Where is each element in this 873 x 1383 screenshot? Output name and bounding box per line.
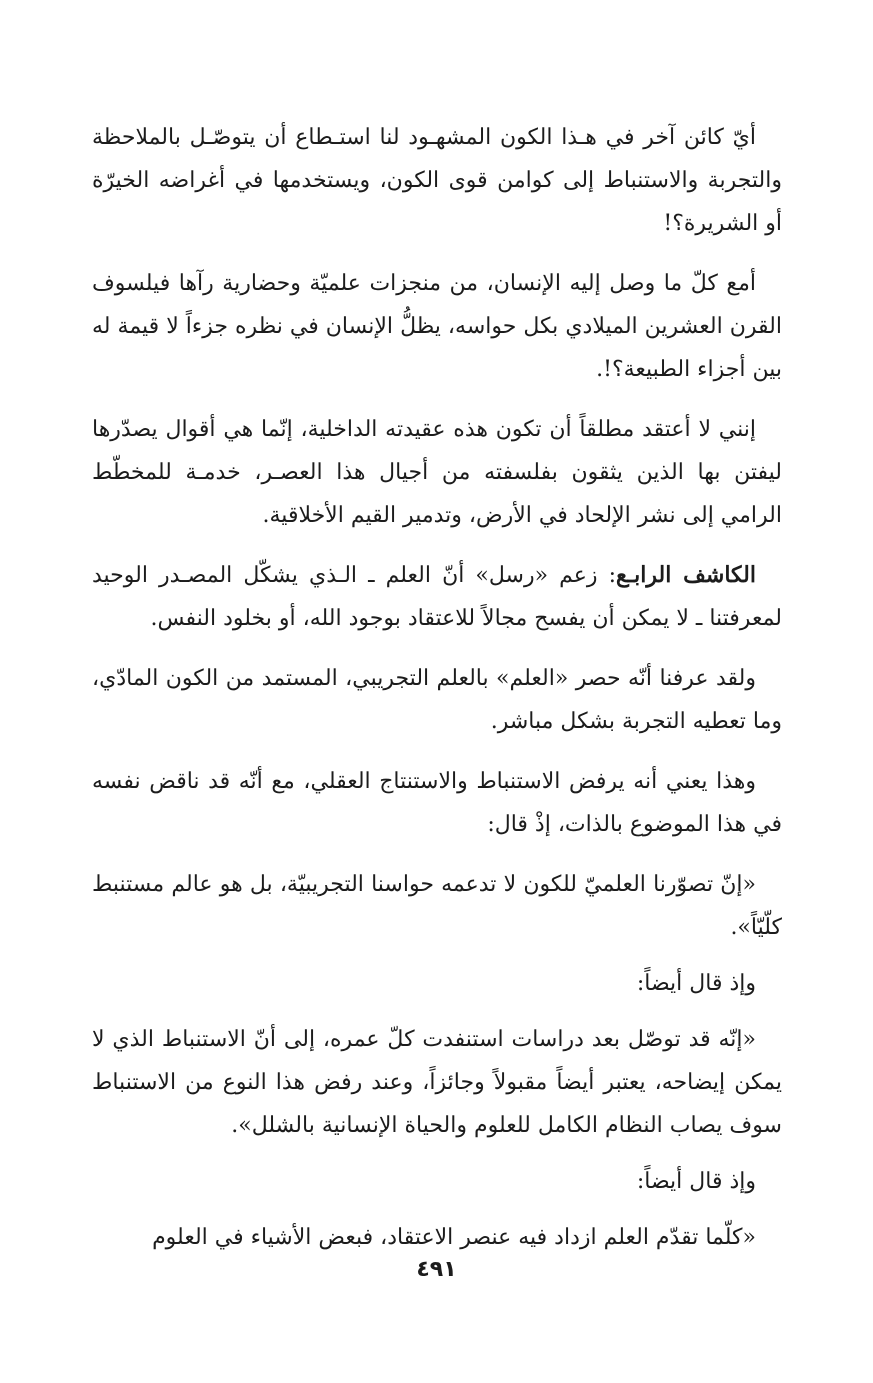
paragraph-4-text: : زعم «رسل» أنّ العلم ـ الـذي يشكّل المصـدر الوحيد لمعرفتنا ـ لا يمكن أن يفسح مجالاً للاعتقاد بوجود الله، أو بخلود النفس. <box>92 563 782 631</box>
paragraph-2: أمع كلّ ما وصل إليه الإنسان، من منجزات علميّة وحضارية رآها فيلسوف القرن العشرين الميلادي بكل حواسه، يظلُّ الإنسان في نظره جزءاً لا قيمة له بين أجزاء الطبيعة؟!. <box>92 271 782 382</box>
paragraph-7-quote: «إنّ تصوّرنا العلميّ للكون لا تدعمه حواسنا التجريبيّة، بل هو عالم مستنبط كلّيّاً». <box>92 872 782 940</box>
paragraph-1: أيّ كائن آخر في هـذا الكون المشهـود لنا استـطاع أن يتوصّـل بالملاحظة والتجربة والاستنباط إلى كوامن قوى الكون، ويستخدمها في أغراضه الخيرّة أو الشريرة؟! <box>92 125 782 236</box>
paragraph-8: وإذ قال أيضاً: <box>636 971 756 996</box>
paragraph-9-quote: «إنّه قد توصّل بعد دراسات استنفدت كلّ عمره، إلى أنّ الاستنباط الذي لا يمكن إيضاحه، يعتبر أيضاً مقبولاً وجائزاً، وعند رفض هذا النوع من الاستنباط سوف يصاب النظام الكامل للعلوم والحياة الإنسانية بالشلل». <box>92 1027 782 1138</box>
paragraph-3: إنني لا أعتقد مطلقاً أن تكون هذه عقيدته الداخلية، إنّما هي أقوال يصدّرها ليفتن بها الذين يثقون بفلسفته من أجيال هذا العصـر، خدمـة للمخطّط الرامي إلى نشر الإلحاد في الأرض، وتدمير القيم الأخلاقية. <box>92 417 782 528</box>
paragraph-4-lead: الكاشف الرابـع <box>616 562 756 588</box>
page-number: ٤٩١ <box>416 1257 457 1282</box>
page-body <box>92 116 782 1276</box>
paragraph-5: ولقد عرفنا أنّه حصر «العلم» بالعلم التجريبي، المستمد من الكون المادّي، وما تعطيه التجربة بشكل مباشر. <box>92 666 782 734</box>
paragraph-11-quote: «كلّما تقدّم العلم ازداد فيه عنصر الاعتقاد، فبعض الأشياء في العلوم <box>152 1225 756 1250</box>
paragraph-10: وإذ قال أيضاً: <box>636 1169 756 1194</box>
paragraph-6: وهذا يعني أنه يرفض الاستنباط والاستنتاج العقلي، مع أنّه قد ناقض نفسه في هذا الموضوع بالذات، إذْ قال: <box>92 769 782 837</box>
paragraph-4 <box>92 554 782 640</box>
